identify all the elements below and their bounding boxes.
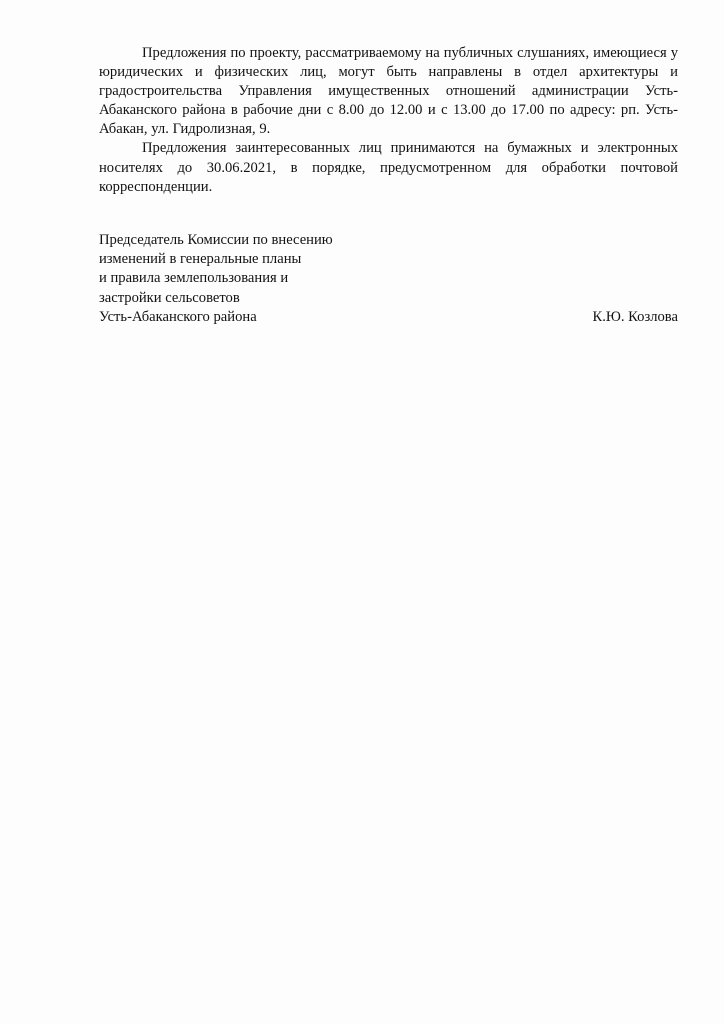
signature-role-line-3: и правила землепользования и	[99, 270, 289, 287]
body-paragraph-2: Предложения заинтересованных лиц принимаются на бумажных и электронных носителях до 30.06.2021, в порядке, предусмотренном для обработки почтовой корреспонденции.	[99, 140, 678, 195]
signature-role-line-5: Усть-Абаканского района	[99, 308, 257, 325]
signature-role-line-4: застройки сельсоветов	[99, 289, 240, 306]
signatory-name: К.Ю. Козлова	[592, 308, 678, 325]
signature-block	[99, 231, 678, 327]
signature-role-line-1: Председатель Комиссии по внесению	[99, 232, 333, 248]
signature-final-row	[99, 308, 678, 327]
signature-role-line-2: изменений в генеральные планы	[99, 251, 302, 268]
document-body	[99, 44, 678, 197]
body-paragraph-1: Предложения по проекту, рассматриваемому на публичных слушаниях, имеющиеся у юридических и физических лиц, могут быть направлены в отдел архитектуры и градостроительства Управления имущественных отношений администрации Усть-Абаканского района в рабочие дни с 8.00 до 12.00 и с 13.00 до 17.00 по адресу: рп. Усть-Абакан, ул. Гидролизная, 9.	[99, 45, 678, 138]
